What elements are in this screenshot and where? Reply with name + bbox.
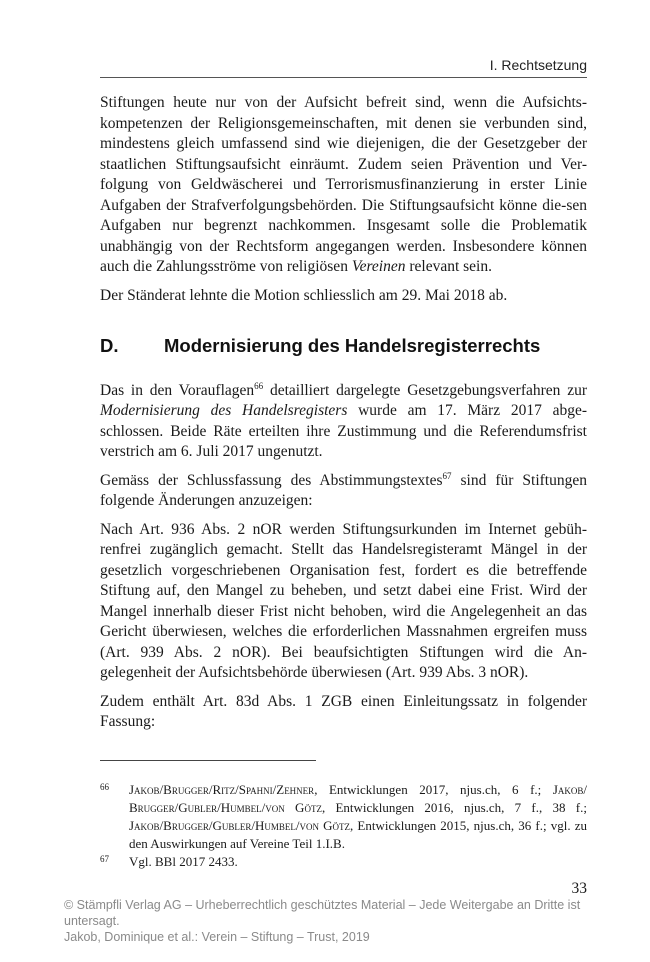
paragraph-1-text: Stiftungen heute nur von der Aufsicht befreit sind, wenn die Aufsichts-kompetenzen der Religionsgemeinschaften, mit denen sie verbunden sind, mindestens gleich umfassend sind wie diejenigen, die der Gesetzgeber der staatlichen Stiftungsaufsicht einräumt. Zudem seien Prävention und Ver-folgung von Geldwäscherei und Terrorismusfinanzierung in erster Linie Aufgaben der Strafverfolgungsbehörden. Die Stiftungsaufsicht könne die-sen Aufgaben nur begrenzt nachkommen. Insgesamt solle die Problematik unabhängig von der Rechtsform angegangen werden. Insbesondere können auch die Zahlungsströme von religiösen (100, 94, 587, 275)
p3-text-b: detailliert dargelegte Gesetzgebungsverfahren zur (263, 381, 587, 399)
copyright-line: © Stämpfli Verlag AG – Urheberrechtlich geschütztes Material – Jede Weitergabe an Dritte ist untersagt. (64, 898, 581, 928)
p3-text-c: wurde am 17. März 2017 abge-schlossen. Beide Räte erteilten ihre Zustimmung und die Referendumsfrist verstrich am 6. Juli 2017 ungenutzt. (100, 402, 587, 460)
paragraph-3 (100, 381, 587, 463)
footnote-67 (100, 853, 587, 871)
paragraph-5: Nach Art. 936 Abs. 2 nOR werden Stiftungsurkunden im Internet gebüh-renfrei zugänglich gemacht. Stellt das Handelsregisteramt Mängel in der gesetzlich vorgeschriebenen Organisation fest, fordert es die betreffende Stiftung auf, den Mangel zu beheben, und setzt dabei eine Frist. Wird der Mangel innerhalb dieser Frist nicht behoben, wird die Angelegenheit an das Gericht überwiesen, welches die erforderlichen Massnahmen ergreifen muss (Art. 939 Abs. 2 nOR). Bei beaufsichtigten Stiftungen wird die An-gelegenheit der Aufsichtsbehörde überwiesen (Art. 939 Abs. 3 nOR). (100, 520, 587, 681)
p3-italic: Modernisierung des Handelsregisters (100, 402, 348, 419)
fn66-authors-3: Jakob/Brugger/Gubler/Humbel/von Götz (129, 818, 350, 833)
section-title: Modernisierung des Handelsregisterrechts (164, 335, 541, 356)
p4-text-b: sind für Stiftungen folgende Änderungen anzuzeigen: (100, 471, 587, 509)
paragraph-4 (100, 471, 587, 512)
body-text (100, 93, 587, 741)
paragraph-6: Zudem enthält Art. 83d Abs. 1 ZGB einen Einleitungssatz in folgender Fassung: (100, 692, 587, 730)
section-heading (100, 336, 587, 357)
footnote-number: 66 (100, 782, 109, 792)
footnote-text (129, 781, 587, 853)
copyright-notice (64, 897, 604, 945)
section-number: D. (100, 335, 119, 356)
footnote-66 (100, 781, 587, 853)
header-rule (100, 77, 587, 78)
footnotes (100, 781, 587, 871)
footnote-number: 67 (100, 854, 109, 864)
fn66-ref-3: , Entwicklungen 2015, njus.ch, 36 f.; vgl. zu den Auswirkungen auf Vereine Teil 1.I.B. (129, 818, 588, 851)
paragraph-1 (100, 93, 587, 278)
footnote-text: Vgl. BBl 2017 2433. (129, 854, 238, 869)
running-head: I. Rechtsetzung (489, 57, 587, 73)
fn66-authors-1: Jakob/Brugger/Ritz/Spahni/Zehner (129, 782, 315, 797)
paragraph-1-italic: Vereinen (351, 258, 406, 275)
p4-text-a: Gemäss der Schlussfassung des Abstimmungstextes (100, 471, 443, 489)
page-number: 33 (571, 880, 587, 897)
footnote-ref-67[interactable]: 67 (442, 470, 452, 481)
fn66-ref-2: , Entwicklungen 2016, njus.ch, 7 f., 38 f.; (321, 800, 587, 815)
footnote-ref-66[interactable]: 66 (254, 380, 264, 391)
citation-line: Jakob, Dominique et al.: Verein – Stiftung – Trust, 2019 (64, 930, 370, 944)
paragraph-1-end: relevant sein. (405, 258, 492, 275)
fn66-authors-2: Jakob/ Brugger/Gubler/Humbel/von Götz (129, 782, 587, 815)
fn66-ref-1: , Entwicklungen 2017, njus.ch, 6 f.; (314, 782, 553, 797)
footnote-rule (100, 760, 316, 761)
paragraph-2: Der Ständerat lehnte die Motion schliesslich am 29. Mai 2018 ab. (100, 286, 508, 304)
p3-text-a: Das in den Vorauflagen (100, 381, 255, 399)
